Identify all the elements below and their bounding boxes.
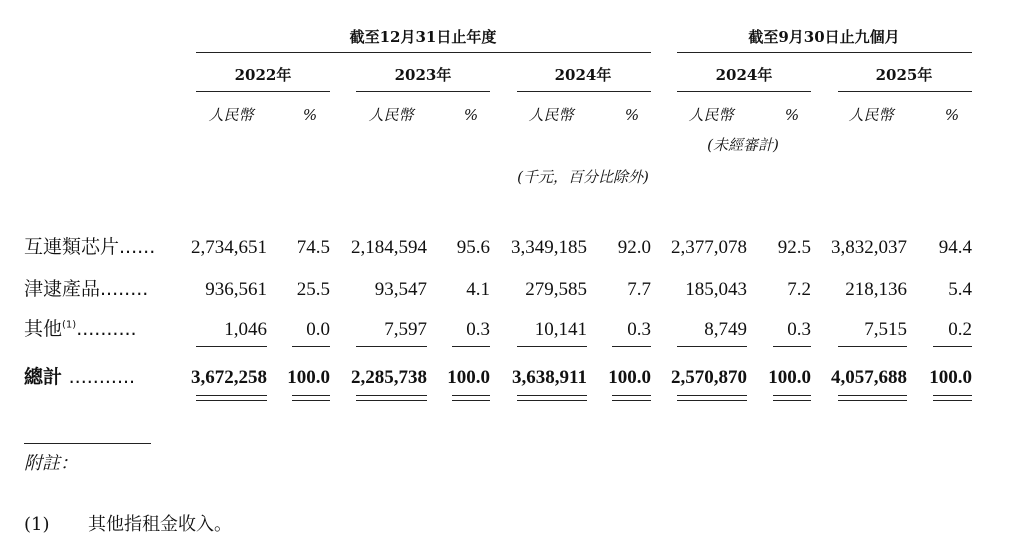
total-double-rule — [612, 395, 651, 396]
subtotal-rule — [933, 346, 972, 347]
subtotal-rule — [196, 346, 267, 347]
table-cell: 936,561 — [205, 279, 267, 300]
total-double-rule — [612, 400, 651, 401]
subtotal-rule — [452, 346, 490, 347]
year-header-2022: 2022年 — [234, 66, 292, 84]
footnote-marker: (1) — [24, 514, 50, 535]
table-cell: 93,547 — [374, 279, 427, 300]
group-header-nine-months: 截至9月30日止九個月 — [748, 28, 900, 46]
table-cell: 4.1 — [466, 279, 490, 300]
table-cell: 2,570,870 — [671, 367, 747, 388]
currency-label: 人民幣 — [528, 106, 574, 124]
table-cell: 2,285,738 — [351, 367, 427, 388]
table-cell: 100.0 — [768, 367, 811, 388]
total-double-rule — [196, 395, 267, 396]
subtotal-rule — [838, 346, 907, 347]
footnote-text: 其他指租金收入。 — [88, 514, 232, 535]
year-rule-2025 — [838, 91, 972, 92]
row-label-interconnect-chips: 互連類芯片...... — [24, 236, 156, 258]
currency-label: 人民幣 — [688, 106, 734, 124]
percent-label: % — [784, 106, 800, 124]
footnote-marker: (1) — [62, 319, 77, 331]
table-cell: 92.5 — [777, 237, 811, 258]
row-label-jindai-products: 津逮產品........ — [24, 278, 149, 300]
total-double-rule — [292, 400, 330, 401]
total-double-rule — [773, 395, 811, 396]
total-double-rule — [292, 395, 330, 396]
notes-separator — [24, 443, 151, 444]
total-double-rule — [517, 395, 587, 396]
table-cell: 95.6 — [456, 237, 490, 258]
unit-note: (千元，百分比除外) — [517, 168, 649, 186]
notes-heading: 附註： — [24, 453, 78, 474]
row-label-total: 總計 ........... — [24, 366, 136, 388]
table-cell: 100.0 — [287, 367, 330, 388]
year-header-2025: 2025年 — [875, 66, 933, 84]
total-double-rule — [356, 400, 427, 401]
table-cell: 279,585 — [525, 279, 587, 300]
table-cell: 92.0 — [617, 237, 651, 258]
table-cell: 0.3 — [787, 319, 811, 340]
total-double-rule — [452, 395, 490, 396]
total-double-rule — [356, 395, 427, 396]
table-cell: 7.7 — [627, 279, 651, 300]
table-cell: 7,597 — [384, 319, 427, 340]
total-double-rule — [838, 395, 907, 396]
year-header-2023: 2023年 — [394, 66, 452, 84]
table-cell: 5.4 — [948, 279, 972, 300]
total-double-rule — [773, 400, 811, 401]
percent-label: % — [302, 106, 318, 124]
table-cell: 0.3 — [466, 319, 490, 340]
group-header-fiscal-year: 截至12月31日止年度 — [349, 28, 497, 46]
table-cell: 100.0 — [929, 367, 972, 388]
table-cell: 10,141 — [534, 319, 587, 340]
table-cell: 3,672,258 — [191, 367, 267, 388]
table-cell: 7.2 — [787, 279, 811, 300]
group-rule-nine-months — [677, 52, 972, 53]
table-cell: 4,057,688 — [831, 367, 907, 388]
total-double-rule — [196, 400, 267, 401]
year-rule-2022 — [196, 91, 330, 92]
table-cell: 7,515 — [864, 319, 907, 340]
total-double-rule — [933, 400, 972, 401]
percent-label: % — [463, 106, 479, 124]
total-double-rule — [517, 400, 587, 401]
table-cell: 1,046 — [224, 319, 267, 340]
subtotal-rule — [517, 346, 587, 347]
table-cell: 0.0 — [306, 319, 330, 340]
table-cell: 3,638,911 — [512, 367, 587, 388]
table-cell: 218,136 — [845, 279, 907, 300]
table-cell: 74.5 — [296, 237, 330, 258]
percent-label: % — [944, 106, 960, 124]
currency-label: 人民幣 — [208, 106, 254, 124]
year-rule-2024-9m — [677, 91, 811, 92]
table-cell: 100.0 — [608, 367, 651, 388]
total-double-rule — [838, 400, 907, 401]
year-header-2024-fy: 2024年 — [554, 66, 612, 84]
group-rule-fiscal-year — [196, 52, 651, 53]
row-label-others: 其他$^{(1)}$.......... — [24, 318, 137, 340]
table-cell: 94.4 — [938, 237, 972, 258]
table-cell: 2,377,078 — [671, 237, 747, 258]
subtotal-rule — [612, 346, 651, 347]
table-cell: 100.0 — [447, 367, 490, 388]
table-cell: 3,349,185 — [511, 237, 587, 258]
year-rule-2023 — [356, 91, 490, 92]
total-double-rule — [677, 395, 747, 396]
subtotal-rule — [292, 346, 330, 347]
table-cell: 2,184,594 — [351, 237, 427, 258]
table-cell: 185,043 — [685, 279, 747, 300]
year-header-2024-9m: 2024年 — [715, 66, 773, 84]
subtotal-rule — [677, 346, 747, 347]
currency-label: 人民幣 — [848, 106, 894, 124]
table-cell: 0.2 — [948, 319, 972, 340]
table-cell: 2,734,651 — [191, 237, 267, 258]
total-double-rule — [677, 400, 747, 401]
currency-label: 人民幣 — [368, 106, 414, 124]
table-cell: 0.3 — [627, 319, 651, 340]
year-rule-2024-fy — [517, 91, 651, 92]
table-cell: 3,832,037 — [831, 237, 907, 258]
subtotal-rule — [356, 346, 427, 347]
total-double-rule — [933, 395, 972, 396]
unaudited-note: (未經審計) — [707, 136, 779, 154]
total-double-rule — [452, 400, 490, 401]
subtotal-rule — [773, 346, 811, 347]
table-cell: 25.5 — [296, 279, 330, 300]
percent-label: % — [624, 106, 640, 124]
table-cell: 8,749 — [704, 319, 747, 340]
